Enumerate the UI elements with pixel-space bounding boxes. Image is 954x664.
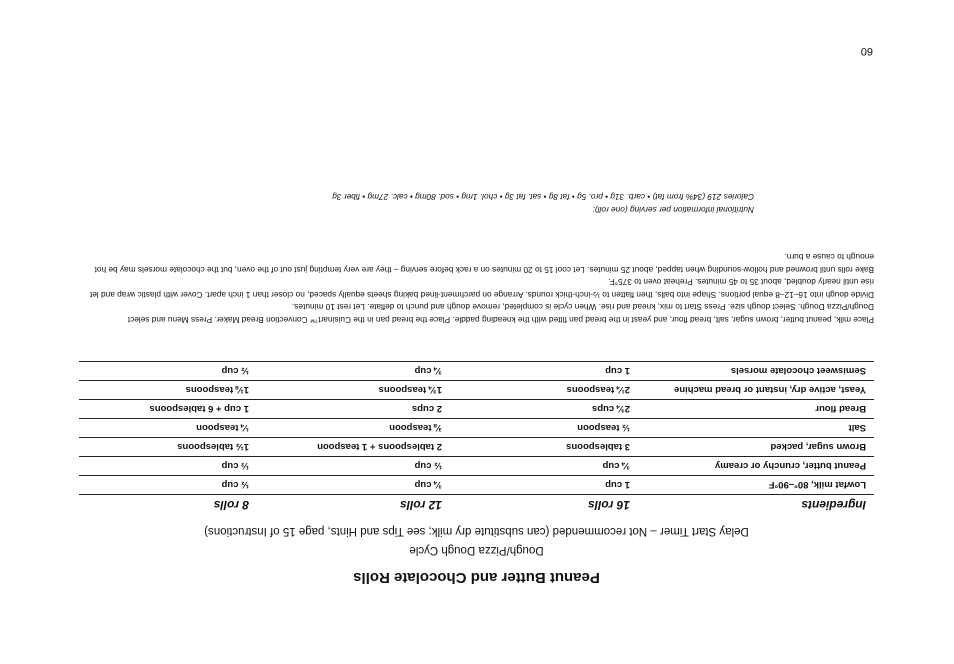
amount-16: ¾ cup [450,457,638,476]
header-8-rolls: 8 rolls [79,495,257,516]
table-row [79,362,874,381]
amount-16: 2¼ teaspoons [450,381,638,400]
amount-12: ¾ cup [257,362,450,381]
instructions [79,251,874,326]
amount-8: ¼ teaspoon [79,419,257,438]
table-row [79,476,874,495]
ingredients-table [79,361,874,515]
amount-8: ⅓ cup [79,457,257,476]
nutrition-info [194,191,754,216]
nutrition-values: Calories 219 (34% from fat) • carb. 31g • pro. 5g • fat 8g • sat. fat 3g • chol. 1mg • sod. 80mg • calc. 27mg • fiber 3g [332,192,754,203]
instruction-step: Divide dough into 16–12–8 equal portions. Shape into balls, then flatten to ½-inch-thick rounds. Arrange on parchment-lined baking sheets equally spaced, no closer than 1 inch apart. Cover with plastic wrap and let rise until nearly doubled, about 35 to 45 minutes. Preheat oven to 375°F. [89,277,874,300]
ingredient-name: Peanut butter, crunchy or creamy [638,457,874,476]
amount-16: ½ teaspoon [450,419,638,438]
recipe-title: Peanut Butter and Chocolate Rolls [353,569,600,586]
header-12-rolls: 12 rolls [257,495,450,516]
ingredient-name: Salt [638,419,874,438]
amount-16: 1 cup [450,362,638,381]
amount-16: 2¾ cups [450,400,638,419]
amount-12: 2 cups [257,400,450,419]
ingredient-name: Yeast, active dry, instant or bread machine [638,381,874,400]
header-ingredients: Ingredients [638,495,874,516]
ingredient-name: Bread flour [638,400,874,419]
amount-12: 2 tablespoons + 1 teaspoon [257,438,450,457]
amount-16: 3 tablespoons [450,438,638,457]
table-row [79,381,874,400]
amount-16: 1 cup [450,476,638,495]
amount-12: ¾ cup [257,476,450,495]
amount-8: ½ cup [79,362,257,381]
page-number: 60 [860,45,873,57]
table-header-row [79,495,874,516]
amount-12: ½ cup [257,457,450,476]
instruction-step: Place milk, peanut butter, brown sugar, salt, bread flour, and yeast in the bread pan fitted with the kneading paddle. Place the bread pan in the Cuisinart™ Convection Bread Maker. Press Menu and select Dough/Pizza Dough. Select dough size. Press Start to mix, knead and rise. When cycle is completed, remove dough and punch to deflate. Let rest 10 minutes. [127,302,874,325]
amount-8: 1½ tablespoons [79,438,257,457]
table-row [79,400,874,419]
nutrition-heading: Nutritional information per serving (one roll): [592,205,754,215]
table-row [79,457,874,476]
ingredient-name: Lowfat milk, 80°–90°F [638,476,874,495]
ingredient-name: Semisweet chocolate morsels [638,362,874,381]
amount-8: ½ cup [79,476,257,495]
table-row [79,438,874,457]
amount-8: 1⅛ teaspoons [79,381,257,400]
ingredient-name: Brown sugar, packed [638,438,874,457]
delay-start-note: Delay Start Timer – Not recommended (can substitute dry milk; see Tips and Hints, page 15 of Instructions) [204,525,749,537]
table-row [79,419,874,438]
header-16-rolls: 16 rolls [450,495,638,516]
amount-8: 1 cup + 6 tablespoons [79,400,257,419]
amount-12: 1¾ teaspoons [257,381,450,400]
instruction-step: Bake rolls until browned and hollow-sounding when tapped, about 25 minutes. Let cool 15 to 20 minutes on a rack before serving – they are very tempting just out of the oven, but the chocolate morsels may be hot enough to cause a burn. [94,252,874,275]
cycle-subtitle: Dough/Pizza Dough Cycle [409,544,544,556]
amount-12: ⅜ teaspoon [257,419,450,438]
